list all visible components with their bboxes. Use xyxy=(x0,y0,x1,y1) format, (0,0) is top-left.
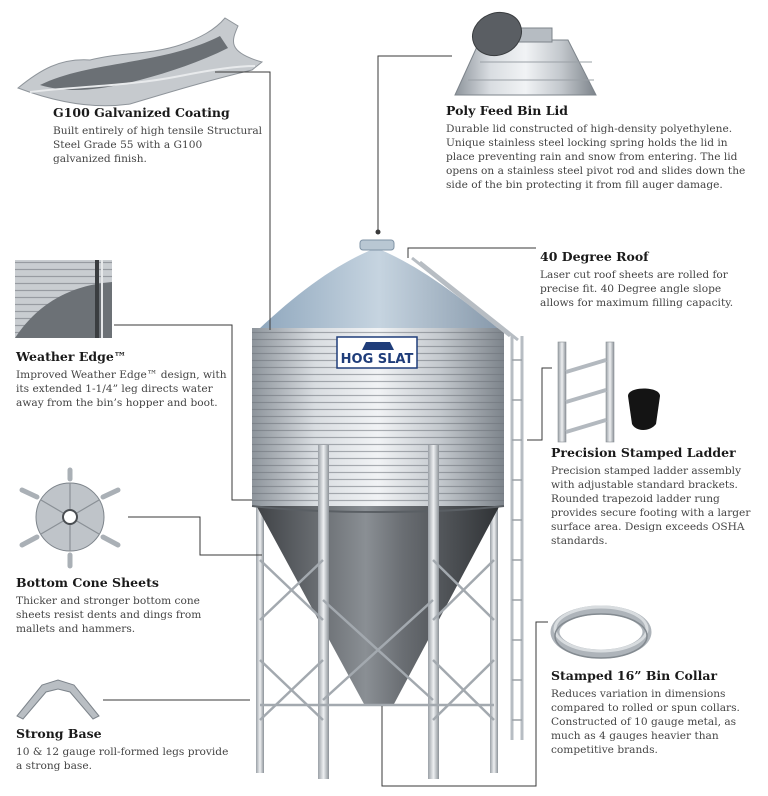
base-body: 10 & 12 gauge roll-formed legs provide a strong base. xyxy=(16,746,229,772)
lid-title: Poly Feed Bin Lid xyxy=(446,103,568,118)
feed-bin xyxy=(252,240,522,779)
coating-body: Built entirely of high tensile Structural Steel Grade 55 with a G100 galvanized finish. xyxy=(53,125,263,165)
leader-lid-dot xyxy=(376,230,381,235)
ladder-body: Precision stamped ladder assembly with adjustable standard brackets. Rounded trapezoid ladder rung provides secure footing with a larger surface area. Design exceeds OSHA standards. xyxy=(551,465,751,547)
lid-image xyxy=(455,5,596,95)
callout-base xyxy=(16,726,231,773)
cone-body: Thicker and stronger bottom cone sheets resist dents and dings from mallets and hammers. xyxy=(16,595,202,635)
bin-collar-image xyxy=(555,607,647,658)
weather-title: Weather Edge™ xyxy=(16,349,127,364)
base-title: Strong Base xyxy=(16,726,102,741)
ladder-title: Precision Stamped Ladder xyxy=(551,445,736,460)
leader-ladder xyxy=(527,368,552,440)
callout-weather xyxy=(16,349,238,410)
leader-lid xyxy=(378,56,452,230)
weather-edge-image xyxy=(15,260,112,338)
coating-title: G100 Galvanized Coating xyxy=(53,105,230,120)
callout-collar xyxy=(551,668,756,757)
callout-roof xyxy=(540,249,745,310)
collar-body: Reduces variation in dimensions compared to rolled or spun collars. Constructed of 10 gauge metal, as much as 4 gauges heavier than competitive brands. xyxy=(551,688,740,756)
leader-roof xyxy=(408,248,536,258)
ladder-rung-icon xyxy=(628,389,660,431)
ladder-image xyxy=(558,342,660,442)
callout-coating xyxy=(53,105,263,166)
cone-sheets-image xyxy=(22,470,118,566)
leg-profile-image xyxy=(17,680,99,719)
coating-sheet-image xyxy=(18,18,262,106)
roof-title: 40 Degree Roof xyxy=(540,249,649,264)
hog-slat-logo xyxy=(337,337,417,368)
callout-lid xyxy=(446,103,746,192)
callout-cone xyxy=(16,575,216,636)
cone-title: Bottom Cone Sheets xyxy=(16,575,159,590)
logo-text: HOG SLAT xyxy=(340,352,414,367)
callout-ladder xyxy=(551,445,756,548)
leader-cone xyxy=(128,517,262,555)
weather-body: Improved Weather Edge™ design, with its extended 1-1/4” leg directs water away from the bin’s hopper and boot. xyxy=(16,369,227,409)
lid-body: Durable lid constructed of high-density polyethylene. Unique stainless steel locking spring holds the lid in place preventing rain and snow from entering. The lid opens on a stainless steel pivot rod and slides down the side of the bin protecting it from fill auger damage. xyxy=(446,123,746,191)
roof-body: Laser cut roof sheets are rolled for precise fit. 40 Degree angle slope allows for maximum filling capacity. xyxy=(540,269,734,309)
collar-title: Stamped 16” Bin Collar xyxy=(551,668,718,683)
